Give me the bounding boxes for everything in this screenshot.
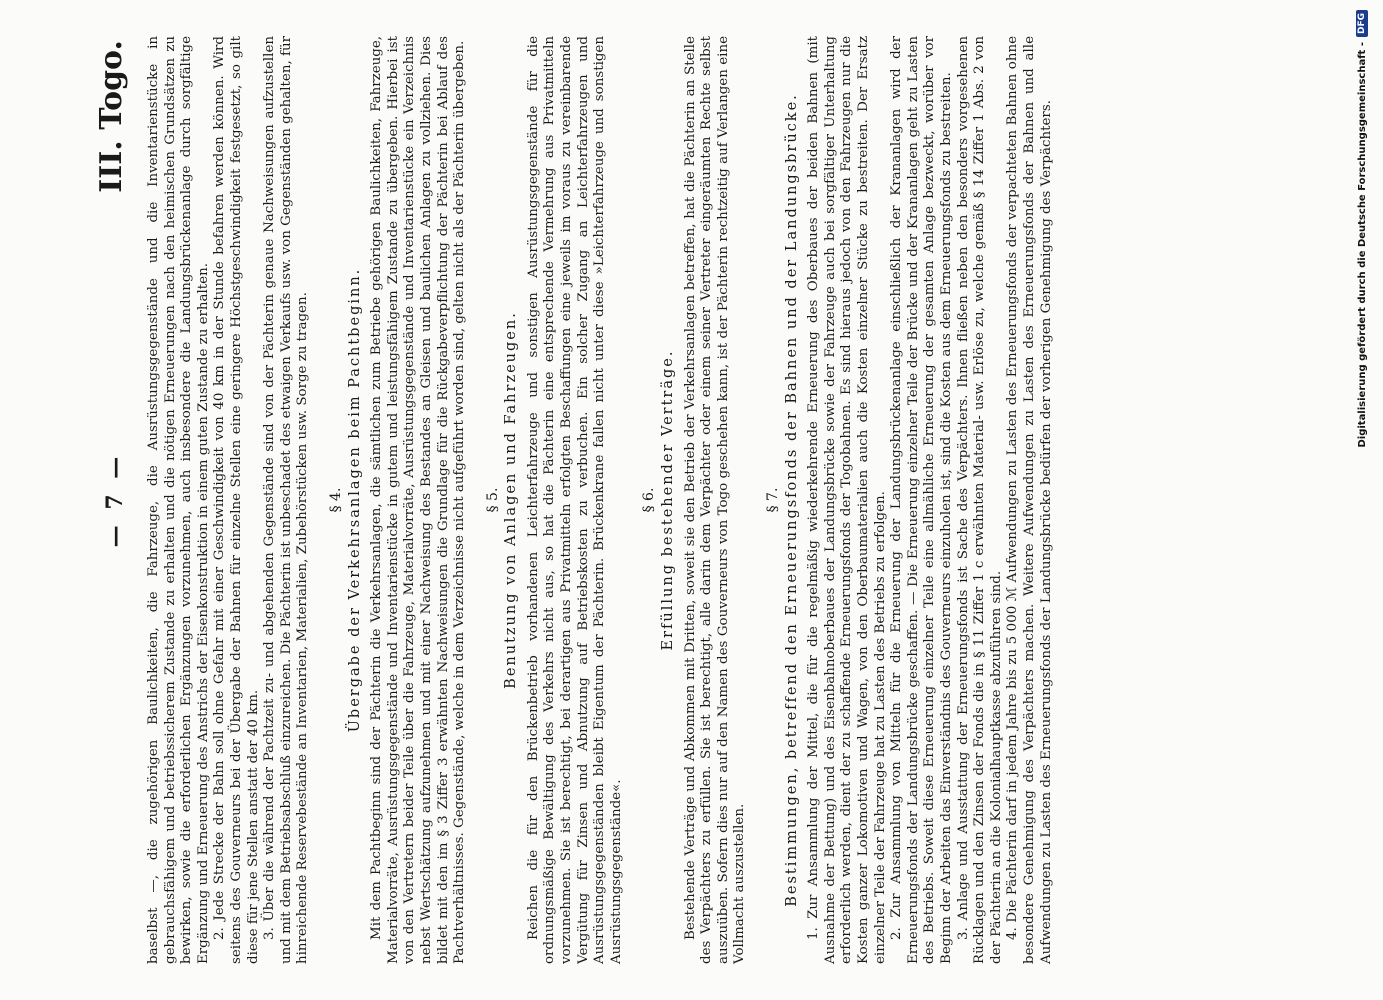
section-title: Benutzung von Anlagen und Fahrzeugen. — [503, 311, 520, 689]
section-title: Bestimmungen, betreffend den Erneuerungsfonds der Bahnen und der Landungsbrücke. — [783, 93, 800, 907]
dfg-logo: DFG — [1356, 10, 1368, 37]
body-text — [146, 36, 1055, 964]
paragraph: Bestehende Verträge und Abkommen mit Dritten, soweit sie den Betrieb der Verkehrsanlagen betreffen, hat die Pächterin an Stelle des Verpächters zu erfüllen. Sie ist berechtigt, alle darin dem Verpächter oder einem seiner Vertreter eingeräumten Rechte selbst auszuüben. Sofern dies nur auf den Namen des Gouverneurs von Togo geschehen kann, ist der Pächterin rechtzeitig auf Verlangen eine Vollmacht auszustellen. — [682, 36, 748, 964]
paragraph: Reichen die für den Brückenbetrieb vorhandenen Leichterfahrzeuge und sonstigen Ausrüstungsgegenstände für die ordnungsmäßige Bewältigung des Verkehrs nicht aus, so hat die Pächterin eine entsprechende Vermehrung aus Privatmitteln vorzunehmen. Sie ist berechtigt, bei derartigen aus Privatmitteln erfolgten Beschaffungen eine jeweils im voraus zu vereinbarende Vergütung für Zinsen und Abnutzung auf Betriebskosten zu verbuchen. Ein solcher Zugang an Leichterfahrzeugen und Ausrüstungsgegenständen bleibt Eigentum der Pächterin. Brückenkrane fallen nicht unter diese »Leichterfahrzeuge und sonstigen Ausrüstungsgegenstände«. — [525, 36, 624, 964]
paragraph: 4. Die Pächterin darf in jedem Jahre bis zu 5 000 ℳ Aufwendungen zu Lasten des Erneuerungsfonds der verpachteten Bahnen ohne besondere Genehmigung des Verpächters machen. Weitere Aufwendungen zu Lasten des Erneuerungsfonds der Bahnen und alle Aufwendungen zu Lasten des Erneuerungsfonds der Landungsbrücke bedürfen der vorherigen Genehmigung des Verpächters. — [1005, 36, 1054, 964]
running-head — [84, 36, 146, 964]
paragraph: 3. Anlage und Ausstattung der Erneuerungsfonds ist Sache des Verpächters. Ihnen fließen neben den besonders vorgesehenen Rücklagen und den Zinsen der Fonds die in § 11 Ziffer 1 c erwähnten Material- usw. Erlöse zu, welche gemäß § 14 Ziffer 1 Abs. 2 von der Pächterin an die Kolonialhauptkasse abzuführen sind. — [955, 36, 1004, 964]
section-number: § 5. — [484, 487, 501, 513]
paragraph: 1. Zur Ansammlung der Mittel, die für die regelmäßig wiederkehrende Erneuerung des Oberbaues der beiden Bahnen (mit Ausnahme der Bettung) und des Eisenbahnoberbaues der Landungsbrücke sowie der Fahrzeuge auch bei sorgfältiger Unterhaltung erforderlich werden, dient der zu schaffende Erneuerungsfonds der Togobahnen. Es sind hieraus jedoch von den Fahrzeugen nur die Kosten ganzer Lokomotiven und Wagen, von den Oberbaumaterialien auch die Kosten einzelner Stücke zu bestreiten. Der Ersatz einzelner Teile der Fahrzeuge hat zu Lasten des Betriebs zu erfolgen. — [806, 36, 888, 964]
section-number: § 6. — [641, 487, 658, 513]
section-number: § 7. — [765, 487, 781, 513]
paragraph: baselbst —, die zugehörigen Baulichkeiten, die Fahrzeuge, die Ausrüstungsgegenstände und die Inventarienstücke in gebrauchsfähigem und betriebssicherem Zustande zu erhalten und die nötigen Erneuerungen nach den heimischen Grundsätzen zu bewirken, sowie die erforderlichen Ergänzungen vorzunehmen, auch insbesondere die Landungsbrückenanlage durch sorgfältige Ergänzung und Erneuerung des Anstrichs der Eisenkonstruktion in einem guten Zustande zu erhalten. — [146, 36, 211, 964]
section-title: Erfüllung bestehender Verträge. — [660, 349, 677, 651]
section-number: § 4. — [327, 487, 344, 513]
digitization-note — [1352, 10, 1372, 990]
digitization-note-text: Digitalisierung gefördert durch die Deutsche Forschungsgemeinschaft - — [1356, 42, 1368, 448]
paragraph: 2. Jede Strecke der Bahn soll ohne Gefahr mit einer Geschwindigkeit von 40 km in der Stunde befahren werden können. Wird seitens des Gouverneurs bei der Übergabe der Bahnen für einzelne Stellen eine geringere Höchstgeschwindigkeit festgesetzt, so gilt diese für jene Stellen anstatt der 40 km. — [212, 36, 261, 964]
digitization-note-text-row — [1352, 10, 1372, 990]
page-title: III. Togo. — [94, 40, 129, 193]
paragraph: 2. Zur Ansammlung von Mitteln für die Erneuerung der Landungsbrückenanlage einschließlich der Krananlagen wird der Erneuerungsfonds der Landungsbrücke geschaffen. — Die Erneuerung einzelner Teile der Brücke und der Krananlagen geht zu Lasten des Betriebs. Soweit diese Erneuerung einzelner Teile eine allmähliche Erneuerung der gesamten Anlage bezweckt, worüber vor Beginn der Arbeiten das Einverständnis des Gouverneurs einzuholen ist, sind die Kosten aus dem Erneuerungsfonds zu bestreiten. — [889, 36, 954, 964]
paragraph: Mit dem Pachtbeginn sind der Pächterin die Verkehrsanlagen, die sämtlichen zum Betriebe gehörigen Baulichkeiten, Fahrzeuge, Materialvorräte, Ausrüstungsgegenstände und Inventarienstücke in gutem und leistungsfähigem Zustande zu übergeben. Hierbei ist von den Vertretern beider Teile über die Fahrzeuge, Materialvorräte, Ausrüstungsgegenstände und Inventarienstücke ein Verzeichnis nebst Wertschätzung aufzunehmen und mit einer Nachweisung des Bestandes an Gleisen und baulichen Anlagen zu vollziehen. Dies bildet mit den im § 3 Ziffer 3 erwähnten Nachweisungen die Grundlage für die Rückgabeverpflichtung der Pächterin bei Ablauf des Pachtverhältnisses. Gegenstände, welche in dem Verzeichnisse nicht aufgeführt worden sind, gelten nicht als der Pächterin übergeben. — [369, 36, 468, 964]
page-number: — 7 — — [102, 452, 128, 548]
section-title: Übergabe der Verkehrsanlagen beim Pachtbeginn. — [346, 267, 363, 733]
paragraph: 3. Über die während der Pachtzeit zu- und abgehenden Gegenstände sind von der Pächterin genaue Nachweisungen aufzustellen und mit dem Betriebsabschluß einzureichen. Die Pächterin ist unbeschadet des etwaigen Verkaufs usw. von Gegenständen gehalten, für hinreichende Reservebestände an Inventarien, Materialien, Zubehörstücken usw. Sorge zu tragen. — [262, 36, 311, 964]
printed-sheet — [70, 0, 1310, 1000]
